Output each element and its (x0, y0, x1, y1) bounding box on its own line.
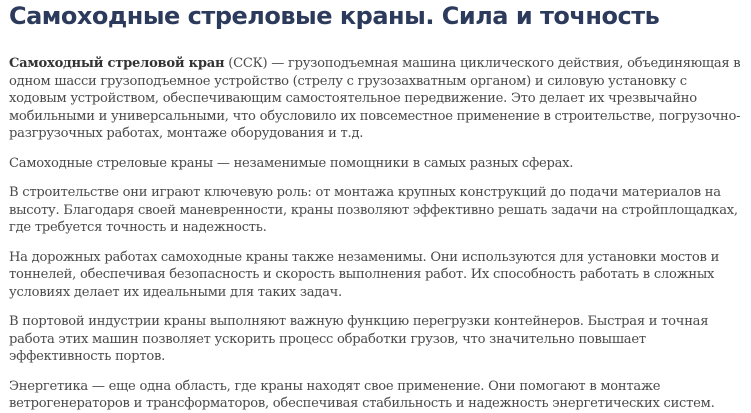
paragraph-ports: В портовой индустрии краны выполняют важную функцию перегрузки контейнеров. Быстрая и точная работа этих машин позволяет ускорить процесс обработки грузов, что значительно повышает эффективность портов. (9, 314, 709, 364)
paragraph-road-works: На дорожных работах самоходные краны также незаменимы. Они используются для установки мостов и тоннелей, обеспечивая безопасность и скорость выполнения работ. Их способность работать в сложных условиях делает их идеальными для таких задач. (9, 249, 720, 300)
paragraph-energy: Энергетика — еще одна область, где краны находят свое применение. Они помогают в монтаже ветрогенераторов и трансформаторов, обеспечивая стабильность и надежность энергетических систем. (9, 378, 715, 411)
paragraph-overview: Самоходные стреловые краны — незаменимые помощники в самых разных сферах. (9, 155, 574, 171)
paragraph-construction: В строительстве они играют ключевую роль: от монтажа крупных конструкций до подачи материалов на высоту. Благодаря своей маневренности, краны позволяют эффективно решать задачи на стройплощадках, где требуется точность и надежность. (9, 185, 738, 235)
article-title: Самоходные стреловые краны. Сила и точность (9, 2, 660, 30)
intro-paragraph (9, 55, 743, 143)
intro-text: (ССК) — грузоподъемная машина циклического действия, объединяющая в одном шасси грузоподъемное устройство (стрелу с грузозахватным органом) и силовую установку с ходовым устройством, обеспечивающим самостоятельное передвижение. Это делает их чрезвычайно мобильными и универсальными, что обусловило их повсеместное применение в строительстве, погрузочно-разгрузочных работах, монтаже оборудования и т.д. (9, 56, 741, 141)
lead-term: Самоходный стреловой кран (9, 56, 225, 71)
